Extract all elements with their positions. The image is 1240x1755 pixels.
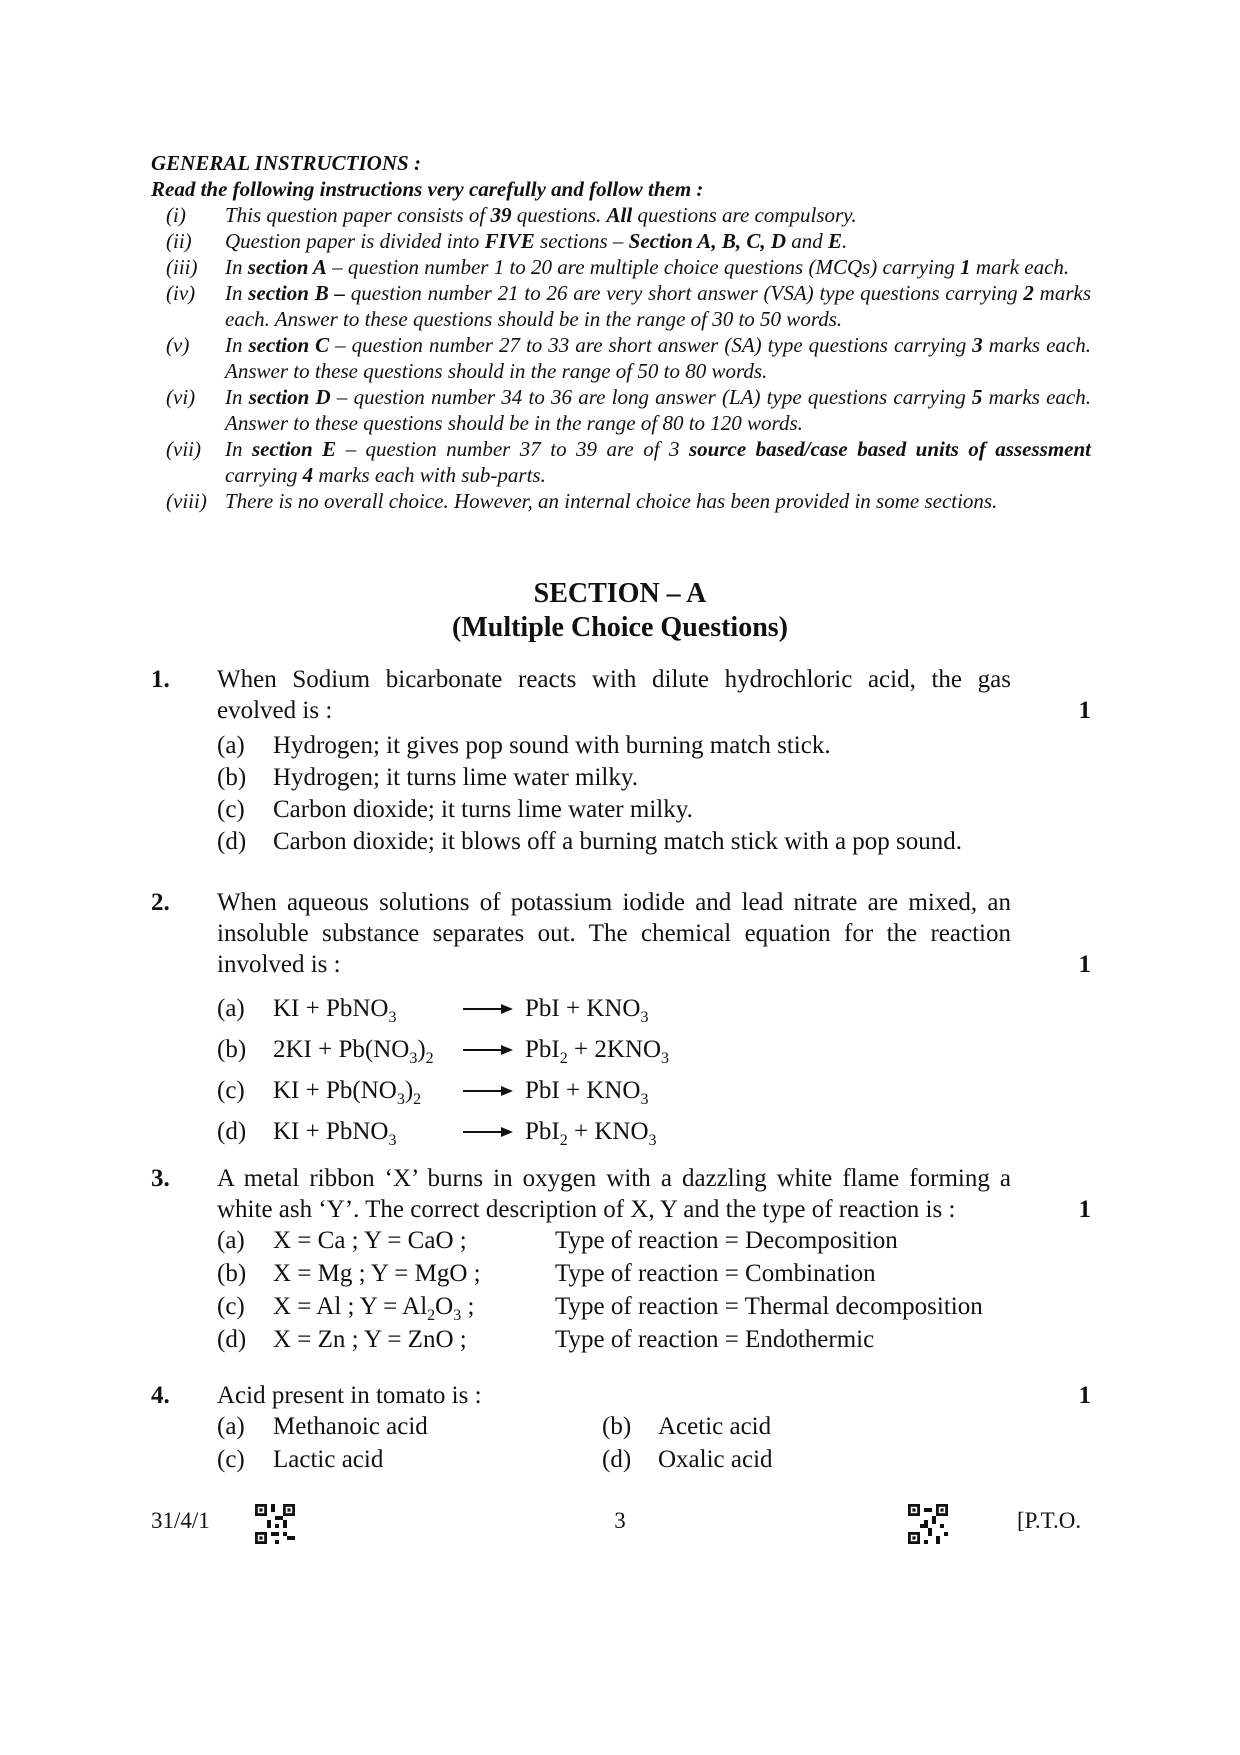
question-text: A metal ribbon ‘X’ burns in oxygen with a dazzling white flame forming a white ash ‘Y’. The correct description of X, Y and the type of reaction is :: [217, 1165, 1011, 1223]
instruction-number: (iii): [166, 255, 198, 279]
instruction-number: (v): [166, 333, 190, 357]
instruction-emphasis: section A: [247, 255, 327, 279]
pto-label: [P.T.O.: [1017, 1508, 1082, 1533]
option: [217, 1258, 1091, 1291]
instruction-fragment: carrying: [225, 463, 303, 487]
instruction-fragment: In: [225, 437, 252, 461]
option-label: (d): [217, 1326, 247, 1353]
question-number: 2.: [151, 889, 170, 916]
instruction-item: [151, 228, 1091, 254]
question-number: 4.: [151, 1382, 170, 1409]
instruction-emphasis: E: [828, 229, 843, 253]
instruction-text: [225, 228, 1091, 254]
option-label: (d): [217, 828, 247, 855]
question-mark: 1: [1078, 951, 1091, 978]
instruction-emphasis: section E: [251, 437, 337, 461]
equation-reactants: $2KI + Pb(NO_3)_2$: [273, 1036, 434, 1067]
option: [217, 762, 1091, 793]
instruction-fragment: marks each with sub-parts.: [313, 463, 546, 487]
option-label: (a): [217, 1227, 245, 1254]
instruction-fragment: marks each. Answer to these questions should be in the range of 30 to 50 words.: [225, 281, 1091, 331]
option-label: (c): [217, 1446, 245, 1473]
instruction-fragment: In: [225, 333, 249, 357]
option-label: (b): [217, 1260, 247, 1287]
instruction-number: (ii): [166, 229, 192, 253]
section-subtitle: (Multiple Choice Questions): [452, 612, 788, 643]
question-1: [151, 664, 1091, 858]
option-text: Carbon dioxide; it turns lime water milky.: [273, 796, 693, 823]
instruction-item: [151, 436, 1091, 488]
equation-reactants: KI + PbNO$_3$: [273, 1118, 397, 1149]
instruction-fragment: .: [842, 229, 848, 253]
question-text: When Sodium bicarbonate reacts with dilute hydrochloric acid, the gas evolved is :: [217, 666, 1011, 724]
equation-reactants: KI + $Pb(NO_3)_2$: [273, 1077, 422, 1108]
options: [217, 988, 1091, 1152]
instructions-heading: GENERAL INSTRUCTIONS :: [151, 151, 421, 175]
instructions-list: [151, 202, 1091, 514]
option-label: (c): [217, 1293, 245, 1320]
question-text: When aqueous solutions of potassium iodide and lead nitrate are mixed, an insoluble substance separates out. The chemical equation for the reaction involved is :: [217, 889, 1011, 978]
instruction-text: [225, 202, 1091, 228]
question-text: Acid present in tomato is :: [217, 1382, 482, 1409]
instruction-text: [225, 254, 1091, 280]
option-text: Methanoic acid: [273, 1413, 428, 1440]
option: [217, 826, 1091, 857]
equation-products: $PbI_2 + 2KNO_3$: [525, 1036, 669, 1067]
option-label: (d): [602, 1446, 632, 1473]
instruction-text: [225, 436, 1091, 488]
options: [217, 730, 1091, 857]
equation-products: PbI + $KNO_3$: [525, 1077, 649, 1108]
option-label: (b): [217, 1036, 247, 1063]
option-label: (a): [217, 1413, 245, 1440]
question-3: [151, 1163, 1091, 1357]
page-number: 3: [614, 1508, 626, 1533]
instruction-emphasis: section C: [248, 333, 330, 357]
general-instructions: [151, 150, 1091, 514]
option: [217, 1324, 1091, 1357]
instruction-fragment: – question number 37 to 39 are of 3: [336, 437, 689, 461]
instruction-fragment: marks each. Answer to these questions should be in the range of 80 to 120 words.: [225, 385, 1091, 435]
qr-code-icon: [908, 1504, 948, 1544]
option: [217, 1444, 602, 1477]
instruction-fragment: There is no overall choice. However, an internal choice has been provided in some sections.: [225, 489, 998, 513]
instruction-fragment: – question number 1 to 20 are multiple choice questions (MCQs) carrying: [326, 255, 961, 279]
option-reaction-type: Type of reaction = Combination: [555, 1260, 876, 1287]
instruction-emphasis: source based/case based units of assessment: [688, 437, 1091, 461]
instruction-number: (vi): [166, 385, 196, 409]
instruction-fragment: – question number 34 to 36 are long answer (LA) type questions carrying: [330, 385, 972, 409]
question-mark: 1: [1078, 1382, 1091, 1409]
option-reaction-type: Type of reaction = Thermal decomposition: [555, 1293, 983, 1320]
option-label: (a): [217, 995, 245, 1022]
instruction-fragment: – question number 27 to 33 are short answer (SA) type questions carrying: [329, 333, 973, 357]
option: [217, 730, 1091, 761]
option-label: (a): [217, 732, 245, 759]
instruction-emphasis: section B –: [248, 281, 345, 305]
question-mark: 1: [1078, 1196, 1091, 1223]
equation-option: [217, 1070, 1091, 1111]
instruction-item: [151, 280, 1091, 332]
paper-code: 31/4/1: [151, 1508, 210, 1533]
instruction-item: [151, 202, 1091, 228]
option-substances: X = Al ; $Y = Al_2O_3$ ;: [273, 1293, 475, 1324]
instruction-emphasis: 2: [1023, 281, 1034, 305]
option-substances: X = Zn ; Y = ZnO ;: [273, 1326, 467, 1353]
question-number: 1.: [151, 666, 170, 693]
equation-products: PbI + $KNO_3$: [525, 995, 649, 1026]
option: [217, 1291, 1091, 1324]
instruction-text: [225, 280, 1091, 332]
instruction-item: [151, 332, 1091, 384]
option-text: Hydrogen; it turns lime water milky.: [273, 764, 638, 791]
option-label: (b): [217, 764, 247, 791]
instruction-emphasis: FIVE: [484, 229, 535, 253]
instruction-fragment: questions.: [511, 203, 607, 227]
instruction-text: [225, 332, 1091, 384]
instruction-fragment: questions are compulsory.: [632, 203, 857, 227]
equation-option: [217, 1029, 1091, 1070]
instruction-item: [151, 384, 1091, 436]
option: [217, 1225, 1091, 1258]
option-text: Oxalic acid: [658, 1446, 773, 1473]
equation-option: [217, 988, 1091, 1029]
instruction-fragment: and: [786, 229, 828, 253]
options: [217, 1411, 1091, 1477]
reaction-arrow-icon: [463, 1126, 525, 1138]
option-label: (c): [217, 1077, 245, 1104]
instruction-emphasis: 39: [490, 203, 512, 227]
instruction-fragment: question number 21 to 26 are very short answer (VSA) type questions carrying: [344, 281, 1024, 305]
instruction-fragment: marks each. Answer to these questions should in the range of 50 to 80 words.: [225, 333, 1091, 383]
options: [217, 1225, 1091, 1357]
option: [217, 1411, 602, 1444]
option-label: (c): [217, 796, 245, 823]
instruction-number: (iv): [166, 281, 196, 305]
question-4: [151, 1380, 1091, 1477]
instruction-emphasis: 4: [302, 463, 314, 487]
equation-products: $PbI_2 + KNO_3$: [525, 1118, 657, 1149]
equation-option: [217, 1111, 1091, 1152]
reaction-arrow-icon: [463, 1003, 525, 1015]
instruction-emphasis: 3: [972, 333, 983, 357]
instruction-fragment: sections –: [534, 229, 629, 253]
equation-reactants: KI + PbNO$_3$: [273, 995, 397, 1026]
instruction-emphasis: section D: [248, 385, 331, 409]
question-number: 3.: [151, 1165, 170, 1192]
option-reaction-type: Type of reaction = Endothermic: [555, 1326, 875, 1353]
option-text: Lactic acid: [273, 1446, 384, 1473]
option-substances: X = Mg ; Y = MgO ;: [273, 1260, 481, 1287]
reaction-arrow-icon: [463, 1044, 525, 1056]
instruction-emphasis: 1: [960, 255, 971, 279]
instructions-subheading: Read the following instructions very carefully and follow them :: [151, 177, 704, 201]
option-label: (b): [602, 1413, 632, 1440]
instruction-item: [151, 254, 1091, 280]
option-substances: X = Ca ; Y = CaO ;: [273, 1227, 467, 1254]
option-reaction-type: Type of reaction = Decomposition: [555, 1227, 898, 1254]
option: [602, 1444, 987, 1477]
instruction-fragment: In: [225, 385, 249, 409]
instruction-emphasis: All: [606, 203, 633, 227]
instruction-fragment: In: [225, 255, 248, 279]
instruction-text: [225, 488, 1091, 514]
instruction-fragment: Question paper is divided into: [225, 229, 485, 253]
option-text: Carbon dioxide; it blows off a burning match stick with a pop sound.: [273, 828, 963, 855]
question-2: [151, 887, 1091, 1152]
instruction-text: [225, 384, 1091, 436]
reaction-arrow-icon: [463, 1085, 525, 1097]
option: [217, 794, 1091, 825]
option-label: (d): [217, 1118, 247, 1145]
instruction-number: (i): [166, 203, 186, 227]
instruction-fragment: This question paper consists of: [225, 203, 491, 227]
instruction-item: [151, 488, 1091, 514]
option-text: Hydrogen; it gives pop sound with burning match stick.: [273, 732, 831, 759]
option-text: Acetic acid: [658, 1413, 772, 1440]
section-title: SECTION – A: [533, 578, 707, 609]
instruction-emphasis: 5: [971, 385, 983, 409]
instruction-fragment: mark each.: [970, 255, 1070, 279]
instruction-emphasis: Section A, B, C, D: [628, 229, 786, 253]
question-mark: 1: [1078, 697, 1091, 724]
instruction-number: (vii): [166, 437, 201, 461]
instruction-number: (viii): [166, 489, 207, 513]
option: [602, 1411, 987, 1444]
instruction-fragment: In: [225, 281, 249, 305]
